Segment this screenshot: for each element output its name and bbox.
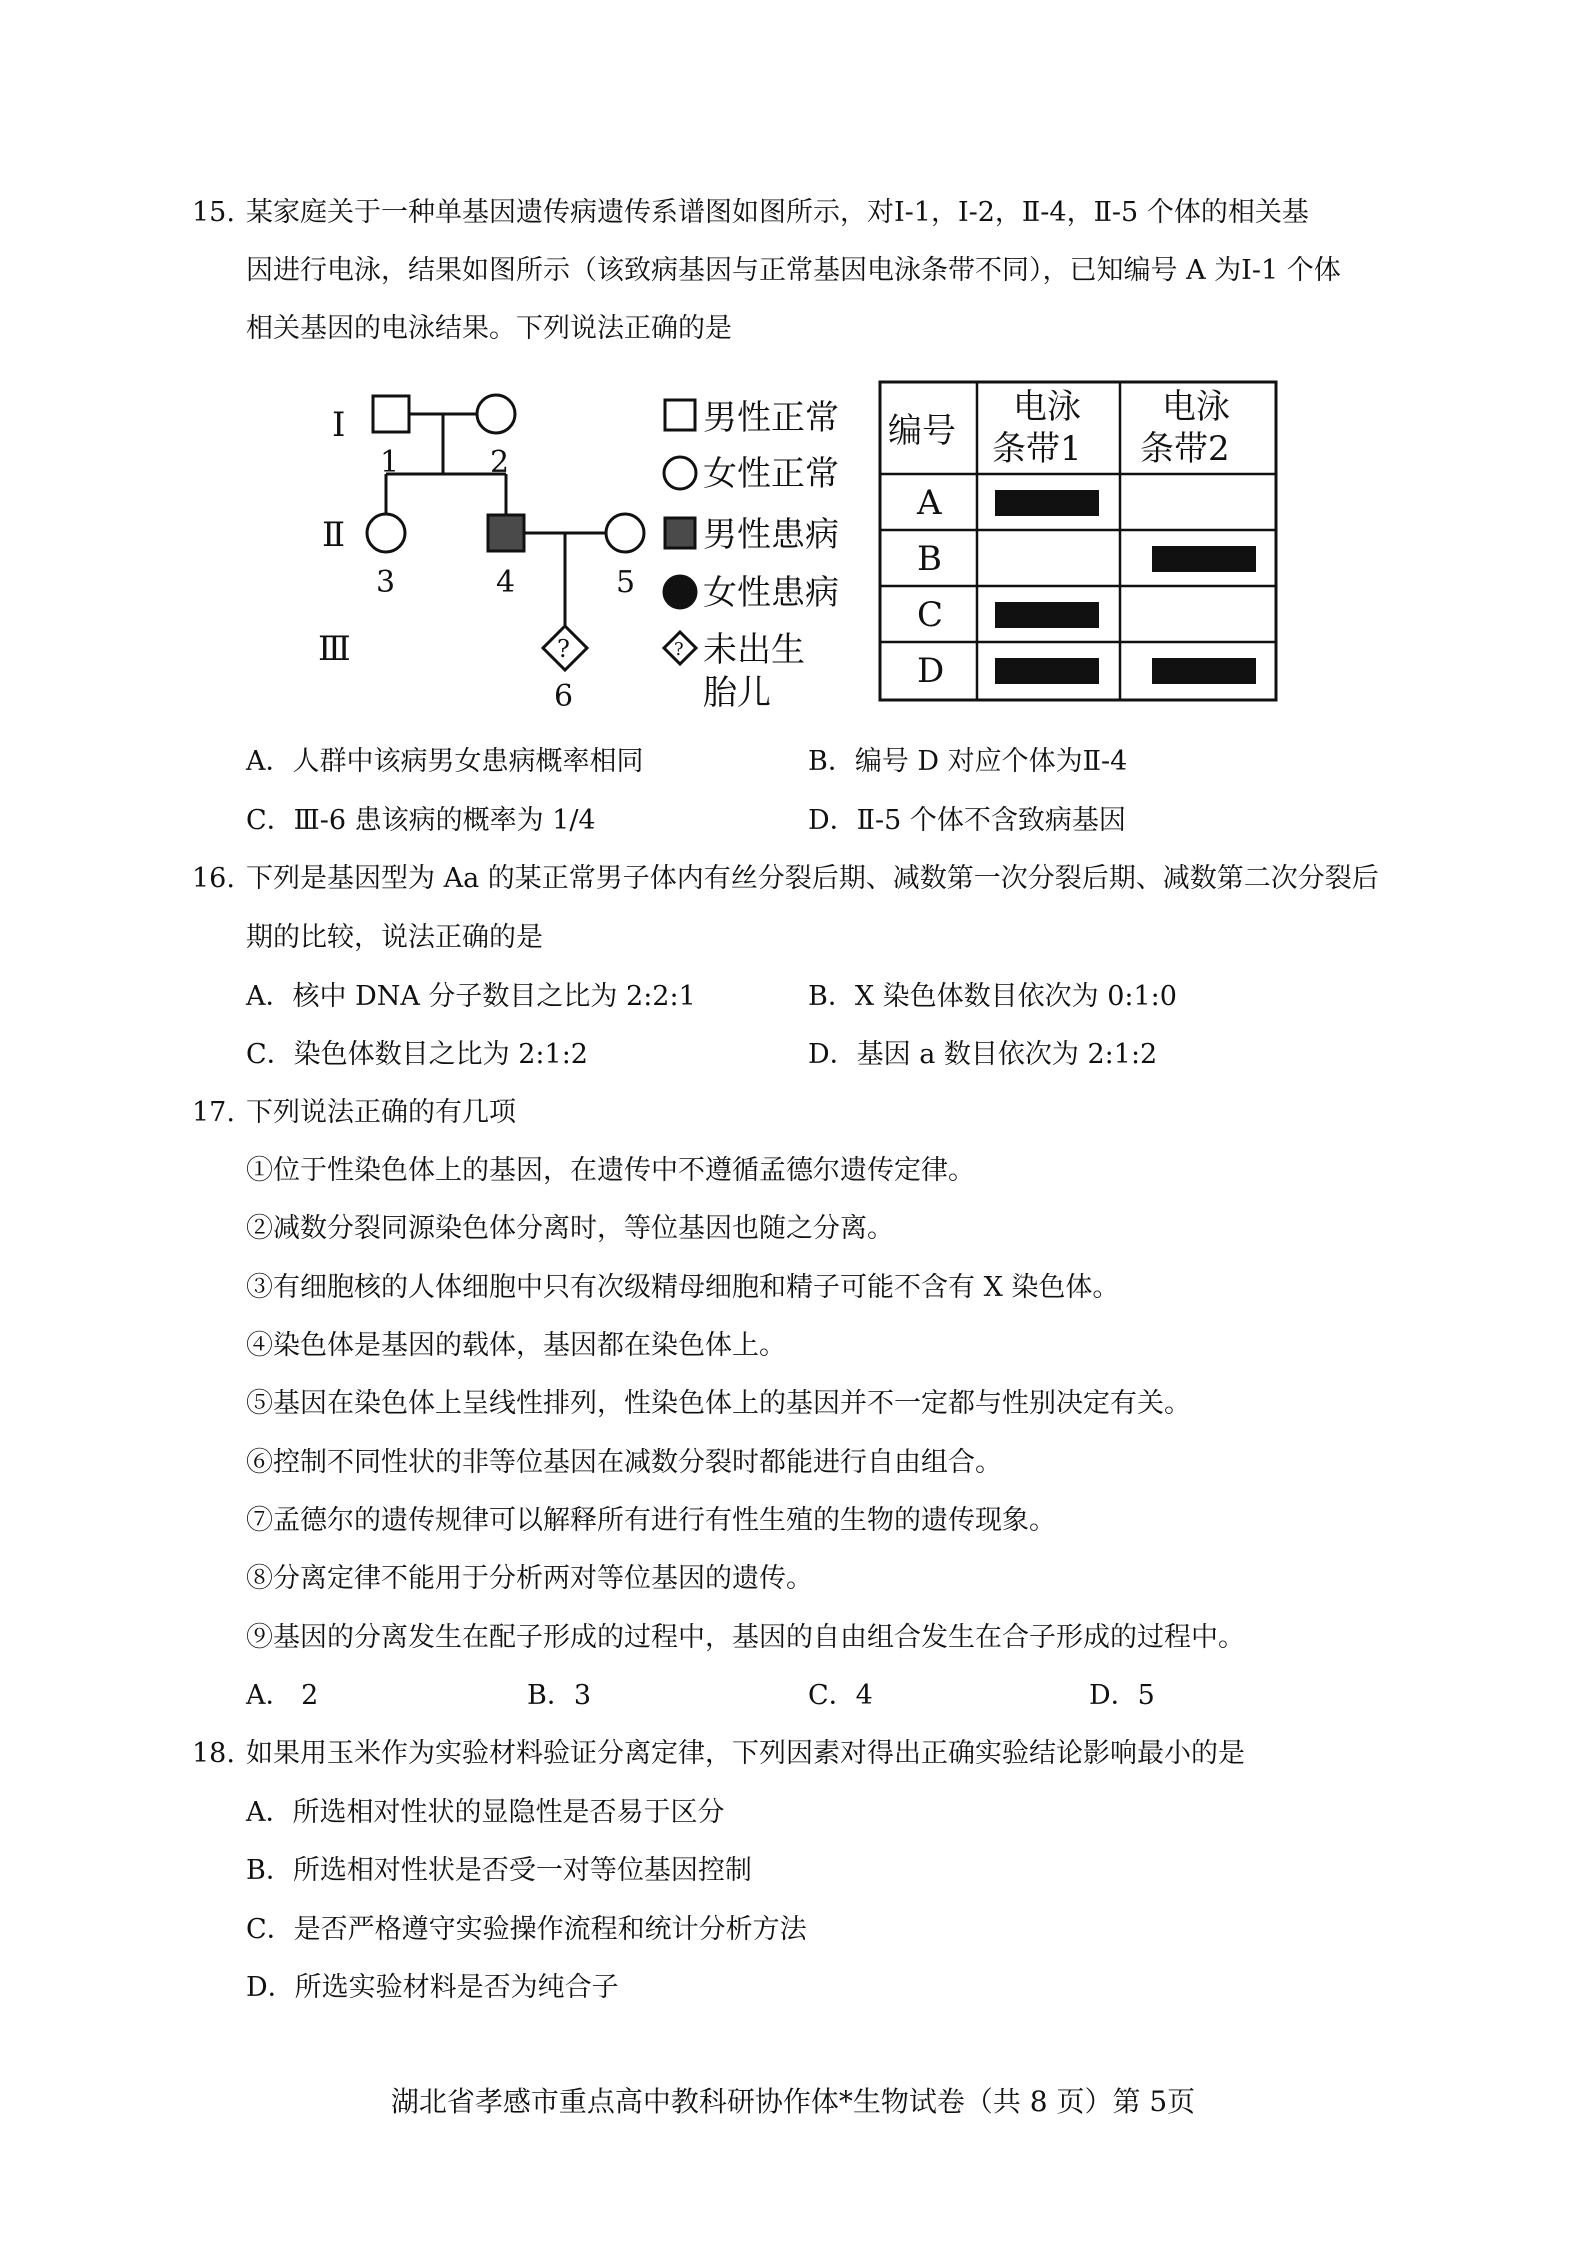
- individual-ii3-normal-female: [367, 514, 405, 552]
- q15-stem-line-1: 某家庭关于一种单基因遗传病遗传系谱图如图所示，对Ⅰ-1，Ⅰ-2，Ⅱ-4，Ⅱ-5 个体的相关基: [246, 197, 1309, 228]
- q15-option-c[interactable]: C．Ⅲ-6 患该病的概率为 1/4: [246, 805, 596, 836]
- generation-label-2: Ⅱ: [322, 515, 346, 555]
- q17-statement-7: ⑦孟德尔的遗传规律可以解释所有进行有性生殖的生物的遗传现象。: [246, 1505, 1056, 1536]
- table-row-label-c: C: [917, 595, 944, 635]
- individual-label-4: 4: [496, 565, 516, 600]
- q18-option-b[interactable]: B．所选相对性状是否受一对等位基因控制: [246, 1855, 752, 1886]
- band1-mark-d: [995, 658, 1099, 684]
- q15-stem-line-3: 相关基因的电泳结果。下列说法正确的是: [246, 313, 732, 344]
- q15-number: 15.: [192, 197, 235, 228]
- q18-stem: 如果用玉米作为实验材料验证分离定律，下列因素对得出正确实验结论影响最小的是: [246, 1738, 1245, 1769]
- table-header-band1-line2: 条带1: [992, 429, 1082, 469]
- band1-mark-a: [995, 490, 1099, 516]
- table-header-band1-line1: 电泳: [1013, 387, 1081, 427]
- q18-option-c[interactable]: C．是否严格遵守实验操作流程和统计分析方法: [246, 1914, 807, 1945]
- q16-stem-line-2: 期的比较，说法正确的是: [246, 922, 543, 953]
- q15-stem-line-2: 因进行电泳，结果如图所示（该致病基因与正常基因电泳条带不同），已知编号 A 为Ⅰ-1 个体: [246, 255, 1341, 286]
- q15-option-a[interactable]: A．人群中该病男女患病概率相同: [246, 746, 644, 777]
- table-row-label-d: D: [917, 651, 945, 691]
- band1-mark-c: [995, 602, 1099, 628]
- band2-mark-b: [1152, 546, 1256, 572]
- legend-normal-male-label: 男性正常: [703, 398, 839, 438]
- q17-option-c[interactable]: C．4: [808, 1680, 873, 1711]
- generation-label-1: Ⅰ: [332, 405, 346, 445]
- q16-number: 16.: [192, 863, 235, 894]
- q17-option-d[interactable]: D．5: [1089, 1680, 1155, 1711]
- page-footer: 湖北省孝感市重点高中教科研协作体*生物试卷（共 8 页）第 5页: [390, 2085, 1196, 2118]
- q17-statement-4: ④染色体是基因的载体，基因都在染色体上。: [246, 1330, 786, 1361]
- table-header-band2-line2: 条带2: [1140, 429, 1230, 469]
- legend-unborn-label-line2: 胎儿: [703, 673, 771, 713]
- q16-option-b[interactable]: B．X 染色体数目依次为 0:1:0: [808, 981, 1177, 1012]
- individual-label-3: 3: [376, 565, 396, 600]
- table-row-label-b: B: [917, 539, 942, 579]
- q17-stem: 下列说法正确的有几项: [246, 1097, 516, 1128]
- q15-option-d[interactable]: D．Ⅱ-5 个体不含致病基因: [808, 805, 1126, 836]
- legend-affected-female-icon: [664, 576, 696, 608]
- q17-statement-9: ⑨基因的分离发生在配子形成的过程中，基因的自由组合发生在合子形成的过程中。: [246, 1622, 1245, 1653]
- q17-statement-5: ⑤基因在染色体上呈线性排列，性染色体上的基因并不一定都与性别决定有关。: [246, 1388, 1191, 1419]
- q17-option-a[interactable]: A． 2: [246, 1680, 319, 1711]
- individual-ii4-affected-male: [488, 515, 524, 551]
- legend-affected-male-icon: [665, 518, 695, 548]
- individual-i1-normal-male: [373, 396, 409, 432]
- q18-number: 18.: [192, 1738, 235, 1769]
- table-header-band2-line1: 电泳: [1162, 387, 1230, 427]
- q17-statement-8: ⑧分离定律不能用于分析两对等位基因的遗传。: [246, 1563, 813, 1594]
- q17-statement-1: ①位于性染色体上的基因，在遗传中不遵循孟德尔遗传定律。: [246, 1155, 975, 1186]
- individual-label-1: 1: [380, 445, 400, 480]
- legend-affected-female-label: 女性患病: [703, 573, 839, 613]
- legend-unborn-label-line1: 未出生: [703, 630, 805, 670]
- q16-option-c[interactable]: C．染色体数目之比为 2:1:2: [246, 1039, 588, 1070]
- individual-label-2: 2: [490, 445, 510, 480]
- legend-normal-female-label: 女性正常: [703, 454, 839, 494]
- q15-option-b[interactable]: B．编号 D 对应个体为Ⅱ-4: [808, 746, 1128, 777]
- q18-option-a[interactable]: A．所选相对性状的显隐性是否易于区分: [246, 1797, 725, 1828]
- table-header-number: 编号: [888, 411, 956, 451]
- q17-number: 17.: [192, 1097, 235, 1128]
- q16-stem-line-1: 下列是基因型为 Aa 的某正常男子体内有丝分裂后期、减数第一次分裂后期、减数第二次分裂后: [246, 863, 1379, 894]
- q16-option-a[interactable]: A．核中 DNA 分子数目之比为 2:2:1: [246, 981, 696, 1012]
- q17-statement-2: ②减数分裂同源染色体分离时，等位基因也随之分离。: [246, 1213, 894, 1244]
- table-row-label-a: A: [917, 483, 942, 523]
- individual-label-5: 5: [616, 565, 636, 600]
- individual-ii5-normal-female: [606, 514, 644, 552]
- q17-statement-3: ③有细胞核的人体细胞中只有次级精母细胞和精子可能不含有 X 染色体。: [246, 1272, 1120, 1303]
- unborn-question-mark: ?: [557, 635, 570, 663]
- band2-mark-d: [1152, 658, 1256, 684]
- pedigree-figure: [310, 378, 1290, 718]
- individual-i2-normal-female: [477, 395, 515, 433]
- legend-normal-female-icon: [664, 457, 696, 489]
- legend-unborn-question-mark: ?: [674, 639, 684, 660]
- q17-statement-6: ⑥控制不同性状的非等位基因在减数分裂时都能进行自由组合。: [246, 1447, 1002, 1478]
- legend-affected-male-label: 男性患病: [703, 515, 839, 555]
- q18-option-d[interactable]: D．所选实验材料是否为纯合子: [246, 1972, 619, 2003]
- legend-normal-male-icon: [665, 400, 695, 430]
- q17-option-b[interactable]: B．3: [527, 1680, 592, 1711]
- q16-option-d[interactable]: D．基因 a 数目依次为 2:1:2: [808, 1039, 1158, 1070]
- generation-label-3: Ⅲ: [318, 629, 351, 669]
- individual-label-6: 6: [554, 679, 574, 714]
